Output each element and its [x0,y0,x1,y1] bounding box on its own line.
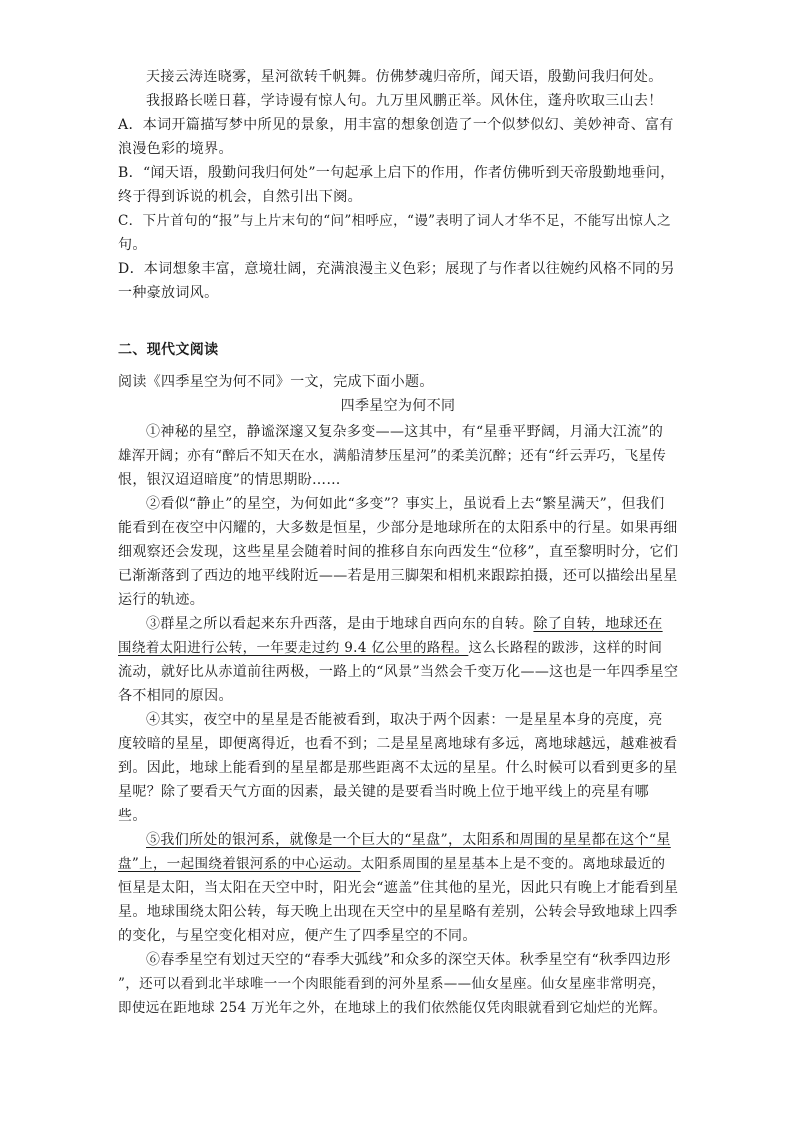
paragraph-3-line-4: 各不相同的原因。 [118,688,233,704]
paragraph-3-plain-text: ③群星之所以看起来东升西落，是由于地球自西向东的自转。 [146,616,534,632]
section-instruction: 阅读《四季星空为何不同》一文，完成下面小题。 [118,374,434,390]
paragraph-6-line-1: ⑥春季星空有划过天空的“春季大弧线”和众多的深空天体。秋季星空有“秋季四边形 [146,952,671,968]
paragraph-3-line-2 [118,636,678,660]
paragraph-3-plain-text: 这么长路程的跋涉，这样的时间 [468,640,663,656]
paragraph-2-line-2: 能看到在夜空中闪耀的，大多数是恒星，少部分是地球所在的太阳系中的行星。如果再细 [118,520,678,536]
paragraph-2-line-5: 运行的轨迹。 [118,592,205,608]
paragraph-6-line-3: 即使远在距地球 254 万光年之外，在地球上的我们依然能仅凭肉眼就看到它灿烂的光辉。 [118,1000,667,1016]
paragraph-3-underlined-text: 围绕着太阳进行公转，一年要走过约 9.4 亿公里的路程。 [118,640,469,656]
paragraph-5-underlined-text: ⑤我们所处的银河系，就像是一个巨大的“星盘”，太阳系和周围的星星都在这个“星 [146,832,671,848]
paragraph-5-line-1 [146,828,678,852]
paragraph-5-line-3: 恒星是太阳，当太阳在天空中时，阳光会“遮盖”住其他的星光，因此只有晚上才能看到星 [118,880,679,896]
paragraph-4-line-4: 星呢？除了要看天气方面的因素，最关键的是要看当时晚上位于地平线上的亮星有哪 [118,784,649,800]
paragraph-2-line-3: 细观察还会发现，这些星星会随着时间的推移自东向西发生“位移”，直至黎明时分，它们 [118,544,679,560]
paragraph-1-line-3: 恨，银汉迢迢暗度”的情思期盼…… [118,472,341,488]
option-d-line-2: 一种豪放词风。 [118,285,219,301]
paragraph-4-line-3: 到。因此，地球上能看到的星星都是那些距离不太远的星星。什么时候可以看到更多的星 [118,760,678,776]
option-b-line-2: 终于得到诉说的机会，自然引出下阕。 [118,189,362,205]
option-a-line-1: A．本词开篇描写梦中所见的景象，用丰富的想象创造了一个似梦似幻、美妙神奇、富有 [118,117,674,133]
paragraph-5-underlined-text: 盘”上，一起围绕着银河系的中心运动。 [118,856,361,872]
poem-line-2: 我报路长嗟日暮，学诗谩有惊人句。九万里风鹏正举。风休住，蓬舟吹取三山去！ [146,93,663,109]
paragraph-4-line-5: 些。 [118,808,147,824]
paragraph-2-line-1: ②看似“静止”的星空，为何如此“多变”？事实上，虽说看上去“繁星满天”，但我们 [146,496,665,512]
paragraph-5-plain-text: 太阳系周围的星星基本上是不变的。离地球最近的 [360,856,666,872]
paragraph-1-line-2: 雄浑开阔；亦有“醉后不知天在水，满船清梦压星河”的柔美沉醉；还有“纤云弄巧，飞星传 [118,448,667,464]
paragraph-3-line-3: 流动，就好比从赤道前往两极，一路上的“风景”当然会千变万化——这也是一年四季星空 [118,664,679,680]
article-title: 四季星空为何不同 [340,398,456,414]
paragraph-1-line-1: ①神秘的星空，静谧深邃又复杂多变——这其中，有“星垂平野阔，月涌大江流”的 [146,424,664,440]
option-c-line-2: 句。 [118,237,147,253]
option-d-line-1: D．本词想象丰富，意境壮阔，充满浪漫主义色彩；展现了与作者以往婉约风格不同的另 [118,261,675,277]
paragraph-5-line-2 [118,852,678,876]
poem-line-1: 天接云涛连晓雾，星河欲转千帆舞。仿佛梦魂归帝所，闻天语，殷勤问我归何处。 [146,69,663,85]
paragraph-5-line-5: 的变化，与星空变化相对应，便产生了四季星空的不同。 [118,928,477,944]
option-b-line-1: B．“闻天语，殷勤问我归何处”一句起承上启下的作用，作者仿佛听到天帝殷勤地垂问， [118,165,675,181]
paragraph-5-line-4: 星。地球围绕太阳公转，每天晚上出现在天空中的星星略有差别，公转会导致地球上四季 [118,904,678,920]
option-c-line-1: C．下片首句的“报”与上片末句的“问”相呼应，“谩”表明了词人才华不足，不能写出惊人之 [118,213,671,229]
paragraph-4-line-1: ④其实，夜空中的星星是否能被看到，取决于两个因素：一是星星本身的亮度，亮 [146,712,663,728]
option-a-line-2: 浪漫色彩的境界。 [118,141,233,157]
section-heading: 二、现代文阅读 [118,342,219,358]
paragraph-2-line-4: 已渐渐落到了西边的地平线附近——若是用三脚架和相机来跟踪拍摄，还可以描绘出星星 [118,568,678,584]
paragraph-3-underlined-text: 除了自转，地球还在 [533,616,663,632]
paragraph-3-line-1 [146,612,678,636]
paragraph-4-line-2: 度较暗的星星，即便离得近，也看不到；二是星星离地球有多远，离地球越远，越难被看 [118,736,678,752]
paragraph-6-line-2: ”，还可以看到北半球唯一一个肉眼能看到的河外星系——仙女星座。仙女星座非常明亮， [118,976,666,992]
